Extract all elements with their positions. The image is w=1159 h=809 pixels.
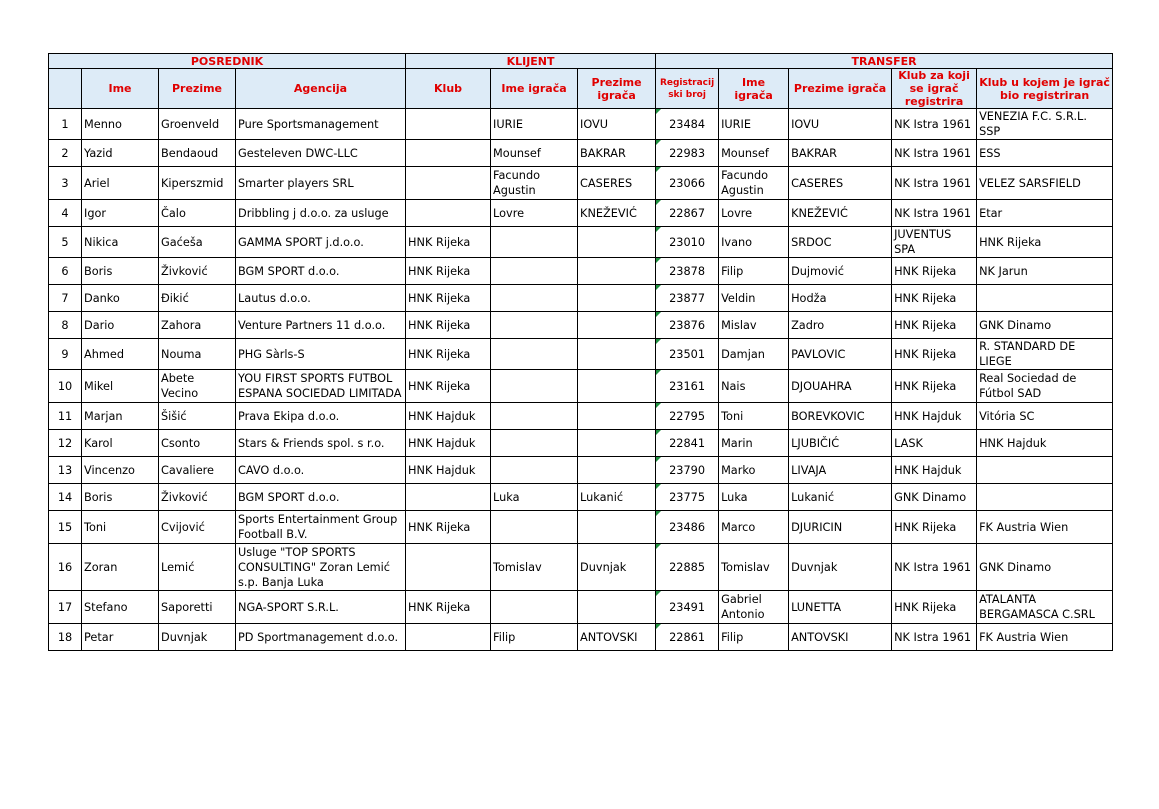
cell-registracijski-broj: 23161	[656, 370, 719, 403]
cell-prezime: Šišić	[159, 403, 236, 430]
cell-klijent-ime	[491, 591, 578, 624]
row-number: 11	[49, 403, 82, 430]
cell-ime: Boris	[82, 484, 159, 511]
cell-klub: HNK Rijeka	[406, 312, 491, 339]
cell-agencija: Gesteleven DWC-LLC	[236, 140, 406, 167]
cell-agencija: Venture Partners 11 d.o.o.	[236, 312, 406, 339]
cell-transfer-ime: Damjan	[719, 339, 789, 370]
cell-ime: Toni	[82, 511, 159, 544]
cell-klub-za-koji: HNK Hajduk	[892, 403, 977, 430]
header-ime-igraca: Ime igrača	[491, 69, 578, 109]
cell-klijent-prezime	[578, 591, 656, 624]
cell-transfer-prezime: LUNETTA	[789, 591, 892, 624]
cell-registracijski-broj: 23066	[656, 167, 719, 200]
cell-prezime: Đikić	[159, 285, 236, 312]
cell-klijent-prezime	[578, 312, 656, 339]
cell-registracijski-broj: 23790	[656, 457, 719, 484]
cell-agencija: PHG Sàrls-S	[236, 339, 406, 370]
cell-klub-za-koji: HNK Hajduk	[892, 457, 977, 484]
cell-klijent-ime: Facundo Agustin	[491, 167, 578, 200]
cell-transfer-ime: Gabriel Antonio	[719, 591, 789, 624]
cell-transfer-ime: Luka	[719, 484, 789, 511]
cell-agencija: YOU FIRST SPORTS FUTBOL ESPANA SOCIEDAD LIMITADA	[236, 370, 406, 403]
cell-transfer-prezime: Zadro	[789, 312, 892, 339]
cell-klub	[406, 140, 491, 167]
cell-klijent-ime	[491, 258, 578, 285]
cell-klub-u-kojem: Etar	[977, 200, 1113, 227]
table-row	[49, 370, 1113, 403]
cell-transfer-prezime: SRDOC	[789, 227, 892, 258]
cell-registracijski-broj: 22795	[656, 403, 719, 430]
cell-klijent-ime	[491, 339, 578, 370]
cell-prezime: Živković	[159, 484, 236, 511]
cell-agencija: NGA-SPORT S.R.L.	[236, 591, 406, 624]
row-number: 12	[49, 430, 82, 457]
cell-klub-za-koji: HNK Rijeka	[892, 591, 977, 624]
cell-registracijski-broj: 22861	[656, 624, 719, 651]
cell-ime: Karol	[82, 430, 159, 457]
cell-klub-u-kojem: GNK Dinamo	[977, 544, 1113, 591]
cell-klub-za-koji: HNK Rijeka	[892, 339, 977, 370]
cell-klub: HNK Rijeka	[406, 591, 491, 624]
cell-ime: Mikel	[82, 370, 159, 403]
cell-klub-za-koji: NK Istra 1961	[892, 544, 977, 591]
cell-klijent-prezime: BAKRAR	[578, 140, 656, 167]
cell-klijent-prezime	[578, 258, 656, 285]
cell-registracijski-broj: 22841	[656, 430, 719, 457]
row-number: 4	[49, 200, 82, 227]
header-transfer-ime-igraca: Ime igrača	[719, 69, 789, 109]
cell-agencija: Dribbling j d.o.o. za usluge	[236, 200, 406, 227]
cell-klub: HNK Hajduk	[406, 457, 491, 484]
cell-klijent-ime: Lovre	[491, 200, 578, 227]
cell-transfer-ime: Nais	[719, 370, 789, 403]
cell-klijent-prezime	[578, 403, 656, 430]
cell-klijent-ime: Filip	[491, 624, 578, 651]
row-number: 6	[49, 258, 82, 285]
cell-klijent-ime	[491, 227, 578, 258]
cell-klub-u-kojem	[977, 484, 1113, 511]
cell-klub-za-koji: NK Istra 1961	[892, 109, 977, 140]
row-number: 16	[49, 544, 82, 591]
cell-ime: Marjan	[82, 403, 159, 430]
cell-ime: Ahmed	[82, 339, 159, 370]
cell-transfer-prezime: KNEŽEVIĆ	[789, 200, 892, 227]
header-prezime-igraca: Prezime igrača	[578, 69, 656, 109]
cell-klub	[406, 484, 491, 511]
cell-transfer-prezime: PAVLOVIC	[789, 339, 892, 370]
cell-klijent-ime	[491, 430, 578, 457]
cell-registracijski-broj: 23775	[656, 484, 719, 511]
cell-klijent-ime: Mounsef	[491, 140, 578, 167]
cell-klub-u-kojem: ATALANTA BERGAMASCA C.SRL	[977, 591, 1113, 624]
cell-ime: Igor	[82, 200, 159, 227]
cell-klijent-ime	[491, 457, 578, 484]
cell-klub	[406, 167, 491, 200]
row-number: 2	[49, 140, 82, 167]
row-number: 10	[49, 370, 82, 403]
cell-klub-za-koji: NK Istra 1961	[892, 200, 977, 227]
cell-klub: HNK Rijeka	[406, 285, 491, 312]
header-index	[49, 69, 82, 109]
row-number: 14	[49, 484, 82, 511]
cell-klub: HNK Rijeka	[406, 370, 491, 403]
cell-transfer-ime: Veldin	[719, 285, 789, 312]
cell-prezime: Saporetti	[159, 591, 236, 624]
table-row	[49, 457, 1113, 484]
cell-klijent-ime: Luka	[491, 484, 578, 511]
group-klijent: KLIJENT	[406, 54, 656, 69]
cell-agencija: BGM SPORT d.o.o.	[236, 484, 406, 511]
header-ime: Ime	[82, 69, 159, 109]
cell-klub-za-koji: HNK Rijeka	[892, 370, 977, 403]
cell-transfer-prezime: BAKRAR	[789, 140, 892, 167]
row-number: 8	[49, 312, 82, 339]
cell-klijent-ime	[491, 285, 578, 312]
row-number: 18	[49, 624, 82, 651]
cell-klub-u-kojem: NK Jarun	[977, 258, 1113, 285]
cell-klub-za-koji: HNK Rijeka	[892, 312, 977, 339]
cell-klijent-prezime	[578, 430, 656, 457]
cell-klub-za-koji: NK Istra 1961	[892, 624, 977, 651]
cell-klijent-prezime	[578, 457, 656, 484]
cell-klub-za-koji: HNK Rijeka	[892, 511, 977, 544]
table-row	[49, 591, 1113, 624]
cell-ime: Vincenzo	[82, 457, 159, 484]
cell-klub-za-koji: HNK Rijeka	[892, 258, 977, 285]
cell-registracijski-broj: 23501	[656, 339, 719, 370]
cell-klub: HNK Rijeka	[406, 258, 491, 285]
header-registracijski-broj: Registracijski broj	[656, 69, 719, 109]
cell-prezime: Cvijović	[159, 511, 236, 544]
cell-klub-u-kojem: GNK Dinamo	[977, 312, 1113, 339]
row-number: 9	[49, 339, 82, 370]
cell-agencija: Usluge "TOP SPORTS CONSULTING" Zoran Lemić s.p. Banja Luka	[236, 544, 406, 591]
row-number: 5	[49, 227, 82, 258]
cell-transfer-ime: Marko	[719, 457, 789, 484]
cell-ime: Ariel	[82, 167, 159, 200]
cell-klijent-ime	[491, 403, 578, 430]
cell-agencija: Prava Ekipa d.o.o.	[236, 403, 406, 430]
table-row	[49, 511, 1113, 544]
table-row	[49, 544, 1113, 591]
cell-prezime: Csonto	[159, 430, 236, 457]
cell-klub-za-koji: LASK	[892, 430, 977, 457]
table-row	[49, 339, 1113, 370]
cell-klijent-prezime	[578, 227, 656, 258]
cell-prezime: Gaćeša	[159, 227, 236, 258]
cell-transfer-ime: Marin	[719, 430, 789, 457]
cell-prezime: Živković	[159, 258, 236, 285]
table-row	[49, 430, 1113, 457]
cell-transfer-prezime: IOVU	[789, 109, 892, 140]
cell-agencija: Pure Sportsmanagement	[236, 109, 406, 140]
cell-klijent-prezime: KNEŽEVIĆ	[578, 200, 656, 227]
header-klub-u-kojem: Klub u kojem je igrač bio registriran	[977, 69, 1113, 109]
cell-klijent-ime	[491, 511, 578, 544]
cell-agencija: CAVO d.o.o.	[236, 457, 406, 484]
cell-transfer-ime: Marco	[719, 511, 789, 544]
cell-agencija: PD Sportmanagement d.o.o.	[236, 624, 406, 651]
cell-registracijski-broj: 23878	[656, 258, 719, 285]
cell-klub-u-kojem: FK Austria Wien	[977, 511, 1113, 544]
cell-registracijski-broj: 23010	[656, 227, 719, 258]
cell-prezime: Duvnjak	[159, 624, 236, 651]
cell-klub: HNK Hajduk	[406, 430, 491, 457]
cell-klijent-ime	[491, 312, 578, 339]
cell-ime: Zoran	[82, 544, 159, 591]
table-row	[49, 312, 1113, 339]
cell-agencija: Smarter players SRL	[236, 167, 406, 200]
cell-registracijski-broj: 23486	[656, 511, 719, 544]
cell-transfer-prezime: Hodža	[789, 285, 892, 312]
cell-registracijski-broj: 23876	[656, 312, 719, 339]
cell-klijent-prezime: IOVU	[578, 109, 656, 140]
cell-prezime: Zahora	[159, 312, 236, 339]
table-row	[49, 258, 1113, 285]
cell-klub	[406, 544, 491, 591]
header-prezime: Prezime	[159, 69, 236, 109]
cell-ime: Boris	[82, 258, 159, 285]
table-row	[49, 403, 1113, 430]
cell-transfer-prezime: DJURICIN	[789, 511, 892, 544]
cell-klub-u-kojem: ESS	[977, 140, 1113, 167]
cell-registracijski-broj: 23491	[656, 591, 719, 624]
row-number: 3	[49, 167, 82, 200]
cell-transfer-prezime: Lukanić	[789, 484, 892, 511]
cell-ime: Nikica	[82, 227, 159, 258]
cell-klijent-prezime: Duvnjak	[578, 544, 656, 591]
cell-agencija: GAMMA SPORT j.d.o.o.	[236, 227, 406, 258]
cell-klub-u-kojem	[977, 285, 1113, 312]
group-posrednik: POSREDNIK	[49, 54, 406, 69]
cell-transfer-prezime: ANTOVSKI	[789, 624, 892, 651]
cell-ime: Stefano	[82, 591, 159, 624]
row-number: 17	[49, 591, 82, 624]
table-row	[49, 140, 1113, 167]
cell-prezime: Nouma	[159, 339, 236, 370]
cell-klub-u-kojem: R. STANDARD DE LIEGE	[977, 339, 1113, 370]
cell-agencija: BGM SPORT d.o.o.	[236, 258, 406, 285]
cell-transfer-ime: Mislav	[719, 312, 789, 339]
cell-prezime: Bendaoud	[159, 140, 236, 167]
cell-ime: Danko	[82, 285, 159, 312]
table-row	[49, 227, 1113, 258]
cell-transfer-prezime: DJOUAHRA	[789, 370, 892, 403]
header-klub: Klub	[406, 69, 491, 109]
group-transfer: TRANSFER	[656, 54, 1113, 69]
cell-klub-za-koji: GNK Dinamo	[892, 484, 977, 511]
cell-ime: Menno	[82, 109, 159, 140]
cell-klijent-prezime: ANTOVSKI	[578, 624, 656, 651]
cell-klub-u-kojem: HNK Hajduk	[977, 430, 1113, 457]
table-row	[49, 484, 1113, 511]
cell-klub-u-kojem: Vitória SC	[977, 403, 1113, 430]
cell-klub-za-koji: NK Istra 1961	[892, 167, 977, 200]
cell-prezime: Groenveld	[159, 109, 236, 140]
cell-klijent-ime: Tomislav	[491, 544, 578, 591]
cell-klijent-prezime	[578, 511, 656, 544]
cell-klub-za-koji: HNK Rijeka	[892, 285, 977, 312]
cell-klub	[406, 624, 491, 651]
cell-klub-u-kojem: VENEZIA F.C. S.R.L. SSP	[977, 109, 1113, 140]
header-klub-za-koji: Klub za koji se igrač registrira	[892, 69, 977, 109]
row-number: 13	[49, 457, 82, 484]
cell-klub: HNK Rijeka	[406, 511, 491, 544]
cell-klub-u-kojem: HNK Rijeka	[977, 227, 1113, 258]
cell-registracijski-broj: 22867	[656, 200, 719, 227]
cell-ime: Petar	[82, 624, 159, 651]
cell-klijent-prezime	[578, 339, 656, 370]
table-row	[49, 167, 1113, 200]
cell-transfer-ime: Toni	[719, 403, 789, 430]
cell-klub	[406, 109, 491, 140]
cell-transfer-ime: IURIE	[719, 109, 789, 140]
cell-klub-u-kojem	[977, 457, 1113, 484]
cell-klub-u-kojem: FK Austria Wien	[977, 624, 1113, 651]
cell-prezime: Čalo	[159, 200, 236, 227]
cell-prezime: Kiperszmid	[159, 167, 236, 200]
table-row	[49, 285, 1113, 312]
cell-klub: HNK Rijeka	[406, 339, 491, 370]
cell-agencija: Stars & Friends spol. s r.o.	[236, 430, 406, 457]
cell-transfer-ime: Filip	[719, 624, 789, 651]
cell-klijent-prezime	[578, 285, 656, 312]
row-number: 1	[49, 109, 82, 140]
row-number: 7	[49, 285, 82, 312]
cell-transfer-ime: Filip	[719, 258, 789, 285]
cell-klijent-ime	[491, 370, 578, 403]
table-row	[49, 200, 1113, 227]
cell-klub-za-koji: JUVENTUS SPA	[892, 227, 977, 258]
cell-transfer-prezime: Duvnjak	[789, 544, 892, 591]
cell-klub: HNK Hajduk	[406, 403, 491, 430]
cell-klub-za-koji: NK Istra 1961	[892, 140, 977, 167]
cell-agencija: Sports Entertainment Group Football B.V.	[236, 511, 406, 544]
cell-klub-u-kojem: Real Sociedad de Fútbol SAD	[977, 370, 1113, 403]
cell-ime: Dario	[82, 312, 159, 339]
cell-transfer-ime: Facundo Agustin	[719, 167, 789, 200]
cell-klub: HNK Rijeka	[406, 227, 491, 258]
cell-transfer-prezime: LIVAJA	[789, 457, 892, 484]
table-row	[49, 109, 1113, 140]
cell-prezime: Abete Vecino	[159, 370, 236, 403]
cell-transfer-prezime: BOREVKOVIC	[789, 403, 892, 430]
cell-registracijski-broj: 23877	[656, 285, 719, 312]
cell-registracijski-broj: 22983	[656, 140, 719, 167]
cell-transfer-ime: Tomislav	[719, 544, 789, 591]
table-body	[49, 109, 1113, 651]
cell-transfer-prezime: LJUBIČIĆ	[789, 430, 892, 457]
header-transfer-prezime-igraca: Prezime igrača	[789, 69, 892, 109]
transfer-table	[48, 53, 1113, 651]
cell-klub-u-kojem: VELEZ SARSFIELD	[977, 167, 1113, 200]
table-row	[49, 624, 1113, 651]
cell-transfer-prezime: CASERES	[789, 167, 892, 200]
cell-transfer-prezime: Dujmović	[789, 258, 892, 285]
row-number: 15	[49, 511, 82, 544]
cell-klijent-prezime: Lukanić	[578, 484, 656, 511]
cell-prezime: Cavaliere	[159, 457, 236, 484]
cell-transfer-ime: Mounsef	[719, 140, 789, 167]
cell-registracijski-broj: 22885	[656, 544, 719, 591]
cell-transfer-ime: Lovre	[719, 200, 789, 227]
cell-klub	[406, 200, 491, 227]
cell-registracijski-broj: 23484	[656, 109, 719, 140]
cell-klijent-prezime: CASERES	[578, 167, 656, 200]
cell-transfer-ime: Ivano	[719, 227, 789, 258]
cell-prezime: Lemić	[159, 544, 236, 591]
cell-klijent-ime: IURIE	[491, 109, 578, 140]
cell-agencija: Lautus d.o.o.	[236, 285, 406, 312]
cell-ime: Yazid	[82, 140, 159, 167]
header-agencija: Agencija	[236, 69, 406, 109]
cell-klijent-prezime	[578, 370, 656, 403]
